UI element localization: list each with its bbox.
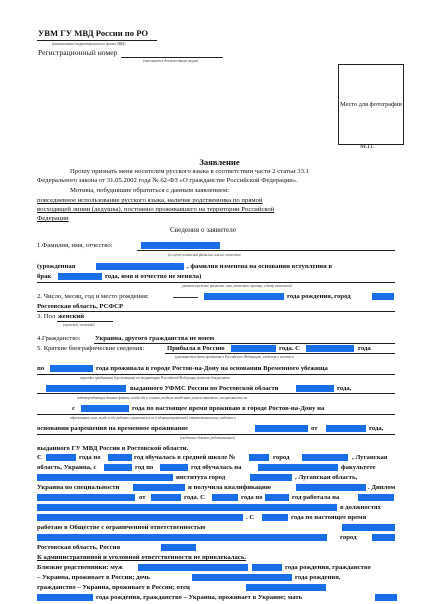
- text-line: института город: [176, 474, 226, 481]
- redaction-block: [104, 464, 132, 471]
- redaction-block: [37, 594, 93, 601]
- field-hint: указать прежние фамилию, имя, отчество, причину и дату изменения): [182, 284, 292, 288]
- text-line: К административной и уголовной ответственности не привлекалась.: [37, 554, 247, 561]
- photo-box: [338, 64, 404, 145]
- text-line: года по настоящее время проживаю в городе Ростов-на-Дону на: [132, 405, 325, 412]
- field-hint: периодах прибывания (проживания) на территории Российской Федерации (наличие документов: [80, 376, 230, 380]
- redaction-block: [46, 385, 126, 392]
- redaction-block: [255, 425, 308, 432]
- text-line: года, имя и отчество не меняла): [105, 273, 202, 280]
- field-underline: [137, 250, 395, 251]
- field-underline: [165, 353, 395, 354]
- text-line: от: [139, 494, 146, 501]
- redaction-block: [372, 534, 395, 541]
- text-line: года. С: [279, 345, 300, 352]
- text-line: (урожденная: [37, 263, 76, 270]
- field-hint: (указывается дата прибытия в Российскую Федерацию, сведения о местах и: [175, 355, 295, 359]
- text-line: 1.Фамилия, имя, отчество:: [37, 242, 113, 249]
- text-line: , Луганская: [352, 454, 388, 461]
- text-line: гражданство – Украина, проживает в России; отец: [37, 584, 190, 591]
- redaction-block: [161, 544, 196, 551]
- text-line: с: [72, 405, 75, 412]
- redaction-block: [204, 293, 284, 300]
- section-title: Сведения о заявителе: [170, 226, 236, 234]
- field-underline: [37, 414, 395, 415]
- text-line: – Украина, проживает в России; дочь: [37, 574, 150, 581]
- redaction-block: [249, 454, 269, 461]
- text-line: женский: [58, 313, 85, 320]
- redaction-block: [358, 494, 394, 501]
- text-line: С: [37, 454, 42, 461]
- text-line: Украина по специальности: [37, 484, 120, 491]
- redaction-block: [37, 474, 173, 481]
- redaction-block: [58, 273, 102, 280]
- redaction-line: [173, 297, 198, 298]
- text-line: по: [37, 365, 45, 372]
- text-line: и получила квалификацию: [188, 484, 271, 491]
- text-line: город: [273, 454, 290, 461]
- field-underline: [37, 374, 395, 375]
- text-line: 4.Гражданство:: [37, 335, 81, 342]
- text-line: 5. Краткие биографические сведения:: [37, 345, 145, 352]
- redaction-block: [160, 464, 188, 471]
- redaction-block: [372, 293, 394, 300]
- text-line: , фамилия изменена на основании вступления в: [187, 263, 333, 270]
- text-line: Мотивы, побудившие обратиться с данным заявлением:: [70, 187, 229, 194]
- redaction-block: [296, 385, 334, 392]
- text-line: , Луганская область,: [295, 474, 358, 481]
- text-line: 2. Число, месяц, год и место рождения:: [37, 293, 149, 300]
- text-line: Прибыла в Россию: [167, 345, 225, 352]
- text-line: год обучалась в средней школе №: [134, 454, 236, 461]
- redaction-block: [37, 504, 337, 511]
- photo-label: Место для фотографии: [340, 100, 402, 108]
- text-line: Прошу признать меня носителем русского языка в соответствии части 2 статьи 33.1: [70, 168, 309, 175]
- redaction-block: [252, 564, 282, 571]
- redaction-block: [231, 345, 276, 352]
- text-line: года по: [241, 494, 263, 501]
- redaction-block: [265, 494, 289, 501]
- redaction-block: [46, 454, 76, 461]
- page-title: Заявление: [199, 157, 240, 167]
- text-line: года рождения, гражданство – Украина, проживает в Украине; мать: [96, 594, 303, 601]
- text-line: Федерального закона от 31.05.2002 года № 62-ФЗ «О гражданстве Российской Федерации».: [37, 177, 298, 184]
- redaction-block: [342, 524, 395, 531]
- field-underline: [57, 321, 113, 322]
- text-line: года,: [369, 425, 384, 432]
- reg-underline: [121, 57, 223, 58]
- redaction-block: [262, 514, 288, 521]
- org-name: УВМ ГУ МВД России по РО: [38, 28, 149, 38]
- text-line: в должностях: [340, 504, 381, 511]
- redaction-block: [212, 494, 238, 501]
- text-line: работаю в Обществе с ограниченной ответственностью: [37, 524, 206, 531]
- field-hint: образованию, кем, когда и где работал, привлекался ли к административной ответственности, сведения о: [70, 416, 236, 420]
- redaction-block: [250, 474, 292, 481]
- redaction-block: [246, 584, 326, 591]
- redaction-block: [37, 514, 243, 521]
- text-line: выданного ГУ МВД России в Ростовской области.: [37, 445, 189, 452]
- field-hint: (сведения о близких родственниках): [180, 436, 235, 440]
- text-line: от: [311, 425, 318, 432]
- field-hint: (мужской, женский): [63, 323, 95, 327]
- org-hint: (наименование территориального органа МВД): [52, 42, 126, 46]
- redaction-block: [302, 454, 348, 461]
- text-line: Близкие родственники: муж: [37, 564, 123, 571]
- redaction-block: [141, 242, 220, 249]
- text-line: брак: [37, 273, 52, 280]
- redaction-block: [296, 484, 366, 491]
- field-underline: [37, 393, 395, 394]
- text-line: Ростовская область, Россия: [37, 544, 121, 551]
- redaction-block: [258, 464, 338, 471]
- text-line: . Диплом: [368, 484, 396, 491]
- redaction-block: [326, 425, 366, 432]
- redaction-block: [81, 405, 129, 412]
- redaction-block: [138, 564, 248, 571]
- redaction-block: [133, 484, 185, 491]
- org-underline: [37, 40, 157, 41]
- text-line: факультете: [341, 464, 376, 471]
- text-line: года рождения, гражданство: [285, 564, 371, 571]
- text-line: года,: [337, 385, 352, 392]
- text-line: город: [340, 534, 357, 541]
- text-line: года по: [79, 454, 101, 461]
- text-line: основании разрешения на временное проживание: [37, 425, 189, 432]
- redaction-block: [108, 454, 132, 461]
- field-hint: подтверждающих данные факты, когда где и в каких учебных заведениях учился заявитель, специальность по: [77, 396, 248, 400]
- text-line: года по настоящее время: [291, 514, 367, 521]
- text-line: Украина, другого гражданства не имею: [95, 335, 215, 342]
- redaction-block: [151, 494, 181, 501]
- text-line: года рождения, город: [287, 293, 351, 300]
- redaction-block: [306, 345, 354, 352]
- redaction-block: [375, 594, 397, 601]
- field-underline: [37, 434, 395, 435]
- field-underline: [94, 343, 395, 344]
- text-line: год работала на: [292, 494, 340, 501]
- text-line: повседневное использование русского языка, наличие родственника по прямой: [37, 197, 263, 204]
- redaction-block: [37, 534, 327, 541]
- text-line: . С: [246, 514, 255, 521]
- text-line: область, Украина, с: [37, 464, 97, 471]
- stamp-label: М.П.: [360, 143, 374, 150]
- text-line: Ростовская область, РСФСР: [37, 303, 124, 310]
- redaction-block: [96, 263, 184, 270]
- text-line: года рождения,: [295, 574, 341, 581]
- text-line: года. С: [184, 494, 205, 501]
- reg-label: Регистрационный номер: [38, 48, 118, 57]
- field-underline: [37, 311, 395, 312]
- field-underline: [37, 282, 395, 283]
- redaction-block: [50, 365, 93, 372]
- text-line: 3. Пол: [37, 313, 56, 320]
- field-hint: (в случае изменения фамилии, имени, отчества: [168, 253, 241, 257]
- text-line: Федерации: [37, 215, 69, 222]
- redaction-block: [192, 574, 292, 581]
- text-line: год обучалась на: [191, 464, 242, 471]
- text-line: года: [358, 345, 371, 352]
- text-line: восходящей линии (дедушка), постоянно проживавшего на территории Российской: [37, 206, 275, 213]
- text-line: года проживала в городе Ростов-на-Дону на основании Временного убежища: [96, 365, 328, 372]
- text-line: год по: [135, 464, 154, 471]
- redaction-block: [37, 494, 135, 501]
- reg-hint: (заполняется должностным лицом): [143, 59, 199, 63]
- text-line: выданного УФМС России по Ростовской области: [130, 385, 279, 392]
